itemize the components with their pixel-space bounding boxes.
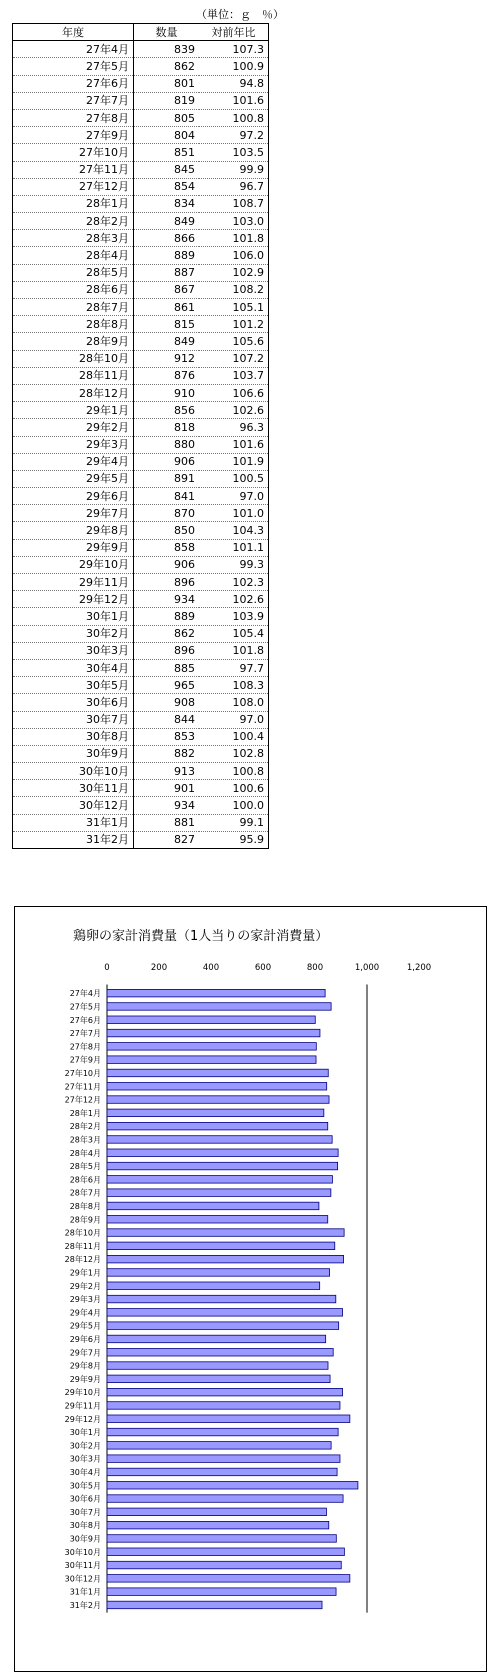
- bar: [107, 1548, 344, 1556]
- period-cell: 27年4月: [13, 41, 134, 58]
- table-row: [13, 350, 269, 367]
- y-tick-label: 31年1月: [69, 1587, 101, 1597]
- yoy-cell: 96.7: [199, 178, 269, 195]
- bar: [107, 1375, 330, 1383]
- period-cell: 27年10月: [13, 144, 134, 161]
- yoy-cell: 103.5: [199, 144, 269, 161]
- yoy-cell: 100.5: [199, 470, 269, 487]
- period-cell: 28年1月: [13, 195, 134, 212]
- y-tick-label: 28年12月: [64, 1255, 101, 1265]
- bar: [107, 1176, 332, 1184]
- table-row: [13, 247, 269, 264]
- yoy-cell: 104.3: [199, 522, 269, 539]
- bar: [107, 1415, 350, 1423]
- x-tick-label: 200: [150, 963, 168, 973]
- bar: [107, 1216, 328, 1224]
- yoy-cell: 102.3: [199, 574, 269, 591]
- x-tick-label: 1,200: [406, 963, 432, 973]
- quantity-cell: 819: [134, 92, 200, 109]
- table-row: [13, 178, 269, 195]
- y-tick-label: 27年6月: [69, 1015, 101, 1025]
- y-tick-label: 30年3月: [69, 1454, 101, 1464]
- quantity-cell: 805: [134, 109, 200, 126]
- bar: [107, 1003, 331, 1011]
- quantity-cell: 912: [134, 350, 200, 367]
- quantity-cell: 910: [134, 384, 200, 401]
- yoy-cell: 96.3: [199, 419, 269, 436]
- period-cell: 27年11月: [13, 161, 134, 178]
- quantity-cell: 876: [134, 367, 200, 384]
- period-cell: 29年12月: [13, 591, 134, 608]
- bar: [107, 1109, 324, 1117]
- bar: [107, 1202, 319, 1210]
- period-cell: 28年6月: [13, 281, 134, 298]
- quantity-cell: 856: [134, 402, 200, 419]
- yoy-cell: 103.0: [199, 213, 269, 230]
- quantity-cell: 891: [134, 470, 200, 487]
- y-tick-label: 27年8月: [69, 1042, 101, 1052]
- quantity-cell: 834: [134, 195, 200, 212]
- quantity-cell: 934: [134, 591, 200, 608]
- quantity-cell: 965: [134, 677, 200, 694]
- table-row: [13, 539, 269, 556]
- table-row: [13, 41, 269, 58]
- period-cell: 29年11月: [13, 574, 134, 591]
- y-tick-label: 28年6月: [69, 1175, 101, 1185]
- quantity-cell: 853: [134, 728, 200, 745]
- period-cell: 27年6月: [13, 75, 134, 92]
- yoy-cell: 100.9: [199, 58, 269, 75]
- table-row: [13, 230, 269, 247]
- y-tick-label: 30年12月: [64, 1574, 101, 1584]
- period-cell: 27年8月: [13, 109, 134, 126]
- quantity-cell: 887: [134, 264, 200, 281]
- table-row: [13, 505, 269, 522]
- period-cell: 28年8月: [13, 316, 134, 333]
- x-tick-label: 0: [104, 963, 110, 973]
- bar: [107, 1482, 358, 1490]
- period-cell: 29年10月: [13, 556, 134, 573]
- table-row: [13, 384, 269, 401]
- table-row: [13, 591, 269, 608]
- yoy-cell: 97.0: [199, 711, 269, 728]
- table-row: [13, 75, 269, 92]
- yoy-cell: 103.9: [199, 608, 269, 625]
- bar: [107, 1069, 328, 1077]
- quantity-cell: 885: [134, 659, 200, 676]
- bar: [107, 1322, 339, 1330]
- quantity-cell: 844: [134, 711, 200, 728]
- yoy-cell: 102.8: [199, 745, 269, 762]
- quantity-cell: 901: [134, 780, 200, 797]
- y-tick-label: 27年9月: [69, 1055, 101, 1065]
- y-tick-label: 29年12月: [64, 1414, 101, 1424]
- period-cell: 30年9月: [13, 745, 134, 762]
- table-row: [13, 367, 269, 384]
- period-cell: 30年12月: [13, 797, 134, 814]
- table-row: [13, 608, 269, 625]
- yoy-cell: 107.2: [199, 350, 269, 367]
- y-tick-label: 30年8月: [69, 1521, 101, 1531]
- yoy-cell: 97.0: [199, 488, 269, 505]
- y-tick-label: 31年2月: [69, 1600, 101, 1610]
- period-cell: 29年8月: [13, 522, 134, 539]
- y-tick-label: 30年1月: [69, 1428, 101, 1438]
- quantity-cell: 841: [134, 488, 200, 505]
- y-tick-label: 30年7月: [69, 1507, 101, 1517]
- period-cell: 28年12月: [13, 384, 134, 401]
- yoy-cell: 108.3: [199, 677, 269, 694]
- y-tick-label: 29年7月: [69, 1348, 101, 1358]
- unit-label: （単位：ｇ ％）: [196, 8, 284, 21]
- period-cell: 28年5月: [13, 264, 134, 281]
- quantity-cell: 889: [134, 608, 200, 625]
- period-cell: 30年10月: [13, 763, 134, 780]
- table-row: [13, 92, 269, 109]
- y-tick-label: 28年2月: [69, 1122, 101, 1132]
- chart-frame: [14, 906, 487, 1672]
- table-row: [13, 144, 269, 161]
- y-tick-label: 30年11月: [64, 1561, 101, 1571]
- y-tick-label: 27年5月: [69, 1002, 101, 1012]
- period-cell: 28年3月: [13, 230, 134, 247]
- period-cell: 29年2月: [13, 419, 134, 436]
- y-tick-label: 29年1月: [69, 1268, 101, 1278]
- quantity-cell: 839: [134, 41, 200, 58]
- table-row: [13, 797, 269, 814]
- period-cell: 27年9月: [13, 127, 134, 144]
- bar: [107, 1575, 350, 1583]
- yoy-cell: 101.9: [199, 453, 269, 470]
- yoy-cell: 105.1: [199, 299, 269, 316]
- y-tick-label: 28年5月: [69, 1162, 101, 1172]
- yoy-cell: 101.0: [199, 505, 269, 522]
- y-tick-label: 27年7月: [69, 1029, 101, 1039]
- table-row: [13, 299, 269, 316]
- yoy-cell: 101.2: [199, 316, 269, 333]
- table-row: [13, 58, 269, 75]
- table-row: [13, 453, 269, 470]
- table-row: [13, 316, 269, 333]
- quantity-cell: 881: [134, 814, 200, 831]
- bar: [107, 1521, 329, 1529]
- bar: [107, 1442, 331, 1450]
- period-cell: 29年1月: [13, 402, 134, 419]
- period-cell: 31年2月: [13, 831, 134, 848]
- yoy-cell: 99.3: [199, 556, 269, 573]
- period-cell: 29年5月: [13, 470, 134, 487]
- bar: [107, 1189, 331, 1197]
- table-row: [13, 642, 269, 659]
- y-tick-label: 29年3月: [69, 1295, 101, 1305]
- bar: [107, 1508, 326, 1516]
- bar: [107, 1162, 338, 1170]
- quantity-cell: 889: [134, 247, 200, 264]
- bar: [107, 1309, 343, 1317]
- bar: [107, 1468, 337, 1476]
- quantity-cell: 862: [134, 625, 200, 642]
- y-tick-label: 28年7月: [69, 1188, 101, 1198]
- x-tick-label: 1,000: [354, 963, 380, 973]
- y-tick-label: 30年9月: [69, 1534, 101, 1544]
- table-row: [13, 419, 269, 436]
- yoy-cell: 95.9: [239, 833, 264, 847]
- yoy-cell: 101.1: [199, 539, 269, 556]
- yoy-cell: 101.8: [199, 230, 269, 247]
- yoy-cell: 100.4: [199, 728, 269, 745]
- quantity-cell: 896: [134, 642, 200, 659]
- bar: [107, 1455, 340, 1463]
- bar: [107, 1588, 336, 1596]
- period-cell: 28年7月: [13, 299, 134, 316]
- table-row: [13, 711, 269, 728]
- header-period: 年度: [13, 24, 134, 41]
- y-tick-label: 29年10月: [64, 1388, 101, 1398]
- period-cell: 28年10月: [13, 350, 134, 367]
- y-tick-label: 29年11月: [64, 1401, 101, 1411]
- y-tick-label: 29年4月: [69, 1308, 101, 1318]
- quantity-cell: 882: [134, 745, 200, 762]
- yoy-cell: 105.4: [199, 625, 269, 642]
- period-cell: 29年4月: [13, 453, 134, 470]
- header-yoy: 対前年比: [199, 24, 269, 41]
- yoy-cell: 107.3: [199, 41, 269, 58]
- period-cell: 31年1月: [13, 814, 134, 831]
- table-row: [13, 763, 269, 780]
- table-row: [13, 556, 269, 573]
- y-tick-label: 28年11月: [64, 1241, 101, 1251]
- bar: [107, 1362, 328, 1370]
- period-cell: 30年3月: [13, 642, 134, 659]
- yoy-cell: 108.0: [199, 694, 269, 711]
- bar: [107, 1269, 330, 1277]
- quantity-cell: 866: [134, 230, 200, 247]
- table-row: [13, 814, 269, 831]
- y-tick-label: 28年10月: [64, 1228, 101, 1238]
- quantity-cell: 896: [134, 574, 200, 591]
- quantity-cell: 854: [134, 178, 200, 195]
- yoy-cell: 106.6: [199, 384, 269, 401]
- quantity-cell: 870: [134, 505, 200, 522]
- x-tick-label: 400: [202, 963, 220, 973]
- quantity-cell: 934: [134, 797, 200, 814]
- table-row: [13, 470, 269, 487]
- y-tick-label: 29年8月: [69, 1361, 101, 1371]
- table-row: [13, 831, 269, 848]
- yoy-cell: 101.6: [199, 436, 269, 453]
- bar: [107, 1561, 341, 1569]
- yoy-cell: 94.8: [199, 75, 269, 92]
- quantity-cell: 801: [134, 75, 200, 92]
- period-cell: 27年7月: [13, 92, 134, 109]
- table-row: [13, 745, 269, 762]
- bar: [107, 1016, 315, 1024]
- table-row: [13, 780, 269, 797]
- bar: [107, 1388, 343, 1396]
- bar: [107, 1335, 326, 1343]
- yoy-cell: 97.2: [199, 127, 269, 144]
- x-tick-label: 800: [306, 963, 324, 973]
- table-row: [13, 281, 269, 298]
- table-row: [13, 127, 269, 144]
- yoy-cell: 102.6: [199, 591, 269, 608]
- period-cell: 30年4月: [13, 659, 134, 676]
- period-cell: 30年7月: [13, 711, 134, 728]
- bar: [107, 1083, 327, 1091]
- yoy-cell: 100.6: [199, 780, 269, 797]
- x-tick-label: 600: [254, 963, 272, 973]
- bar: [107, 1255, 344, 1263]
- bar: [107, 1242, 335, 1250]
- period-cell: 30年6月: [13, 694, 134, 711]
- quantity-cell: 858: [134, 539, 200, 556]
- y-tick-label: 28年8月: [69, 1201, 101, 1211]
- yoy-cell: 101.6: [199, 92, 269, 109]
- y-tick-label: 29年2月: [69, 1281, 101, 1291]
- yoy-cell: 99.9: [199, 161, 269, 178]
- table-header-row: [13, 24, 269, 41]
- y-tick-label: 29年6月: [69, 1334, 101, 1344]
- table-row: [13, 677, 269, 694]
- table-row: [13, 659, 269, 676]
- table-row: [13, 161, 269, 178]
- y-tick-label: 30年6月: [69, 1494, 101, 1504]
- bar: [107, 1043, 316, 1051]
- table-row: [13, 213, 269, 230]
- bar: [107, 1402, 340, 1410]
- bar: [107, 1495, 343, 1503]
- bar: [107, 989, 325, 997]
- quantity-cell: 849: [134, 333, 200, 350]
- yoy-cell: 102.6: [199, 402, 269, 419]
- bar: [107, 1535, 336, 1543]
- quantity-cell: 862: [134, 58, 200, 75]
- y-tick-label: 28年4月: [69, 1148, 101, 1158]
- quantity-cell: 827: [174, 833, 195, 847]
- table-row: [13, 488, 269, 505]
- bar: [107, 1096, 329, 1104]
- y-tick-label: 29年5月: [69, 1321, 101, 1331]
- yoy-cell: 100.0: [199, 797, 269, 814]
- bar: [107, 1056, 316, 1064]
- bar: [107, 1428, 338, 1436]
- quantity-cell: 906: [134, 556, 200, 573]
- yoy-cell: 102.9: [199, 264, 269, 281]
- period-cell: 29年3月: [13, 436, 134, 453]
- period-cell: 30年2月: [13, 625, 134, 642]
- y-tick-label: 27年10月: [64, 1068, 101, 1078]
- yoy-cell: 108.2: [199, 281, 269, 298]
- period-cell: 28年2月: [13, 213, 134, 230]
- period-cell: 30年1月: [13, 608, 134, 625]
- yoy-cell: 105.6: [199, 333, 269, 350]
- period-cell: 30年5月: [13, 677, 134, 694]
- y-tick-label: 29年9月: [69, 1374, 101, 1384]
- quantity-cell: 804: [134, 127, 200, 144]
- period-cell: 29年7月: [13, 505, 134, 522]
- bar-chart: [15, 907, 486, 1671]
- quantity-cell: 815: [134, 316, 200, 333]
- y-tick-label: 28年3月: [69, 1135, 101, 1145]
- quantity-cell: 867: [134, 281, 200, 298]
- bar: [107, 1149, 338, 1157]
- quantity-cell: 849: [134, 213, 200, 230]
- quantity-cell: 861: [134, 299, 200, 316]
- bar: [107, 1349, 333, 1357]
- period-cell: 28年11月: [13, 367, 134, 384]
- quantity-cell: 850: [134, 522, 200, 539]
- quantity-cell: 906: [134, 453, 200, 470]
- y-tick-label: 28年1月: [69, 1108, 101, 1118]
- yoy-cell: 100.8: [199, 109, 269, 126]
- bar: [107, 1029, 320, 1037]
- table-row: [13, 402, 269, 419]
- table-row: [13, 436, 269, 453]
- y-tick-label: 30年4月: [69, 1467, 101, 1477]
- yoy-cell: 106.0: [199, 247, 269, 264]
- period-cell: 28年9月: [13, 333, 134, 350]
- yoy-cell: 99.1: [199, 814, 269, 831]
- bar: [107, 1282, 320, 1290]
- y-tick-label: 30年5月: [69, 1481, 101, 1491]
- quantity-cell: 845: [134, 161, 200, 178]
- yoy-cell: 103.7: [199, 367, 269, 384]
- period-cell: 29年6月: [13, 488, 134, 505]
- bar: [107, 1122, 328, 1130]
- table-row: [13, 109, 269, 126]
- consumption-table: [12, 23, 269, 849]
- y-tick-label: 30年2月: [69, 1441, 101, 1451]
- quantity-cell: 913: [134, 763, 200, 780]
- period-cell: 30年8月: [13, 728, 134, 745]
- table-row: [13, 264, 269, 281]
- bar: [107, 1229, 344, 1237]
- bar: [107, 1601, 322, 1609]
- quantity-cell: 880: [134, 436, 200, 453]
- table-row: [13, 522, 269, 539]
- table-row: [13, 195, 269, 212]
- chart-title: 鶏卵の家計消費量（1人当りの家計消費量）: [73, 929, 329, 944]
- table-row: [13, 694, 269, 711]
- table-row: [13, 728, 269, 745]
- table-row: [13, 333, 269, 350]
- period-cell: 30年11月: [13, 780, 134, 797]
- y-tick-label: 28年9月: [69, 1215, 101, 1225]
- yoy-cell: 100.8: [199, 763, 269, 780]
- y-tick-label: 30年10月: [64, 1547, 101, 1557]
- yoy-cell: 97.7: [199, 659, 269, 676]
- period-cell: 29年9月: [13, 539, 134, 556]
- header-quantity: 数量: [134, 24, 200, 41]
- table-row: [13, 625, 269, 642]
- table-row: [13, 574, 269, 591]
- quantity-cell: 851: [134, 144, 200, 161]
- y-tick-label: 27年12月: [64, 1095, 101, 1105]
- quantity-cell: 818: [134, 419, 200, 436]
- yoy-cell: 101.8: [199, 642, 269, 659]
- quantity-cell: 908: [134, 694, 200, 711]
- period-cell: 27年5月: [13, 58, 134, 75]
- bar: [107, 1136, 332, 1144]
- period-cell: 27年12月: [13, 178, 134, 195]
- y-tick-label: 27年4月: [69, 989, 101, 999]
- bar: [107, 1295, 336, 1303]
- y-tick-label: 27年11月: [64, 1082, 101, 1092]
- yoy-cell: 108.7: [199, 195, 269, 212]
- period-cell: 28年4月: [13, 247, 134, 264]
